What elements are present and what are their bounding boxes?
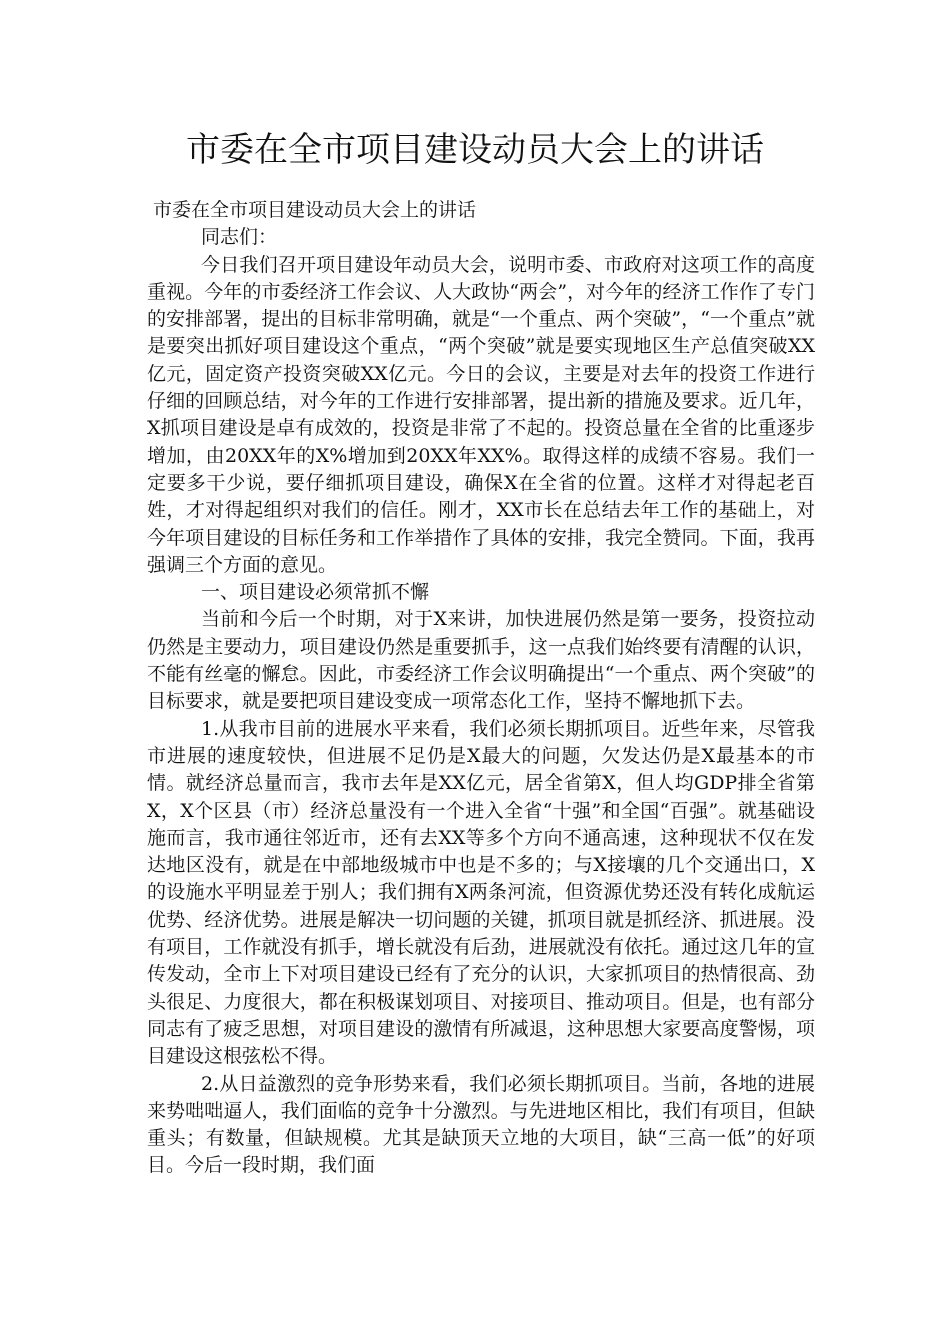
document-subtitle: 市委在全市项目建设动员大会上的讲话 bbox=[153, 199, 477, 221]
document-title: 市委在全市项目建设动员大会上的讲话 bbox=[186, 130, 764, 170]
body-paragraph: 今日我们召开项目建设年动员大会，说明市委、市政府对这项工作的高度重视。今年的市委经济工作会议、人大政协“两会”，对今年的经济工作作了专门的安排部署，提出的目标非常明确，就是“一个重点、两个突破”，“一个重点”就是要突出抓好项目建设这个重点，“两个突破”就是要实现地区生产总值突破XX亿元，固定资产投资突破XX亿元。今日的会议，主要是对去年的投资工作进行仔细的回顾总结，对今年的工作进行安排部署，提出新的措施及要求。近几年，X抓项目建设是卓有成效的，投资是非常了不起的。投资总量在全省的比重逐步增加，由20XX年的X%增加到20XX年XX%。取得这样的成绩不容易。我们一定要多干少说，要仔细抓项目建设，确保X在全省的位置。这样才对得起老百姓，才对得起组织对我们的信任。刚才，XX市长在总结去年工作的基础上，对今年项目建设的目标任务和工作举措作了具体的安排，我完全赞同。下面，我再强调三个方面的意见。 bbox=[147, 253, 815, 576]
body-paragraph: 1.从我市目前的进展水平来看，我们必须长期抓项目。近些年来，尽管我市进展的速度较快，但进展不足仍是X最大的问题，欠发达仍是X最基本的市情。就经济总量而言，我市去年是XX亿元，居全省第X，但人均GDP排全省第X，X个区县（市）经济总量没有一个进入全省“十强”和全国“百强”。就基础设施而言，我市通往邻近市，还有去XX等多个方向不通高速，这种现状不仅在发达地区没有，就是在中部地级城市中也是不多的；与X接壤的几个交通出口，X的设施水平明显差于别人；我们拥有X两条河流，但资源优势还没有转化成航运优势、经济优势。进展是解决一切问题的关键，抓项目就是抓经济、抓进展。没有项目，工作就没有抓手，增长就没有后劲，进展就没有依托。通过这几年的宣传发动，全市上下对项目建设已经有了充分的认识，大家抓项目的热情很高、劲头很足、力度很大，都在积极谋划项目、对接项目、推动项目。但是，也有部分同志有了疲乏思想，对项目建设的激情有所减退，这种思想大家要高度警惕，项目建设这根弦松不得。 bbox=[147, 717, 815, 1068]
section-heading: 一、项目建设必须常抓不懈 bbox=[201, 581, 430, 604]
salutation: 同志们： bbox=[201, 226, 278, 249]
body-paragraph: 当前和今后一个时期，对于X来讲，加快进展仍然是第一要务，投资拉动仍然是主要动力，项目建设仍然是重要抓手，这一点我们始终要有清醒的认识，不能有丝毫的懈怠。因此，市委经济工作会议明确提出“一个重点、两个突破”的目标要求，就是要把项目建设变成一项常态化工作，坚持不懈地抓下去。 bbox=[147, 608, 815, 713]
document-body bbox=[147, 197, 815, 1180]
body-paragraph: 2.从日益激烈的竞争形势来看，我们必须长期抓项目。当前，各地的进展来势咄咄逼人，我们面临的竞争十分激烈。与先进地区相比，我们有项目，但缺重头；有数量，但缺规模。尤其是缺顶天立地的大项目，缺“三高一低”的好项目。今后一段时期，我们面 bbox=[147, 1072, 815, 1177]
